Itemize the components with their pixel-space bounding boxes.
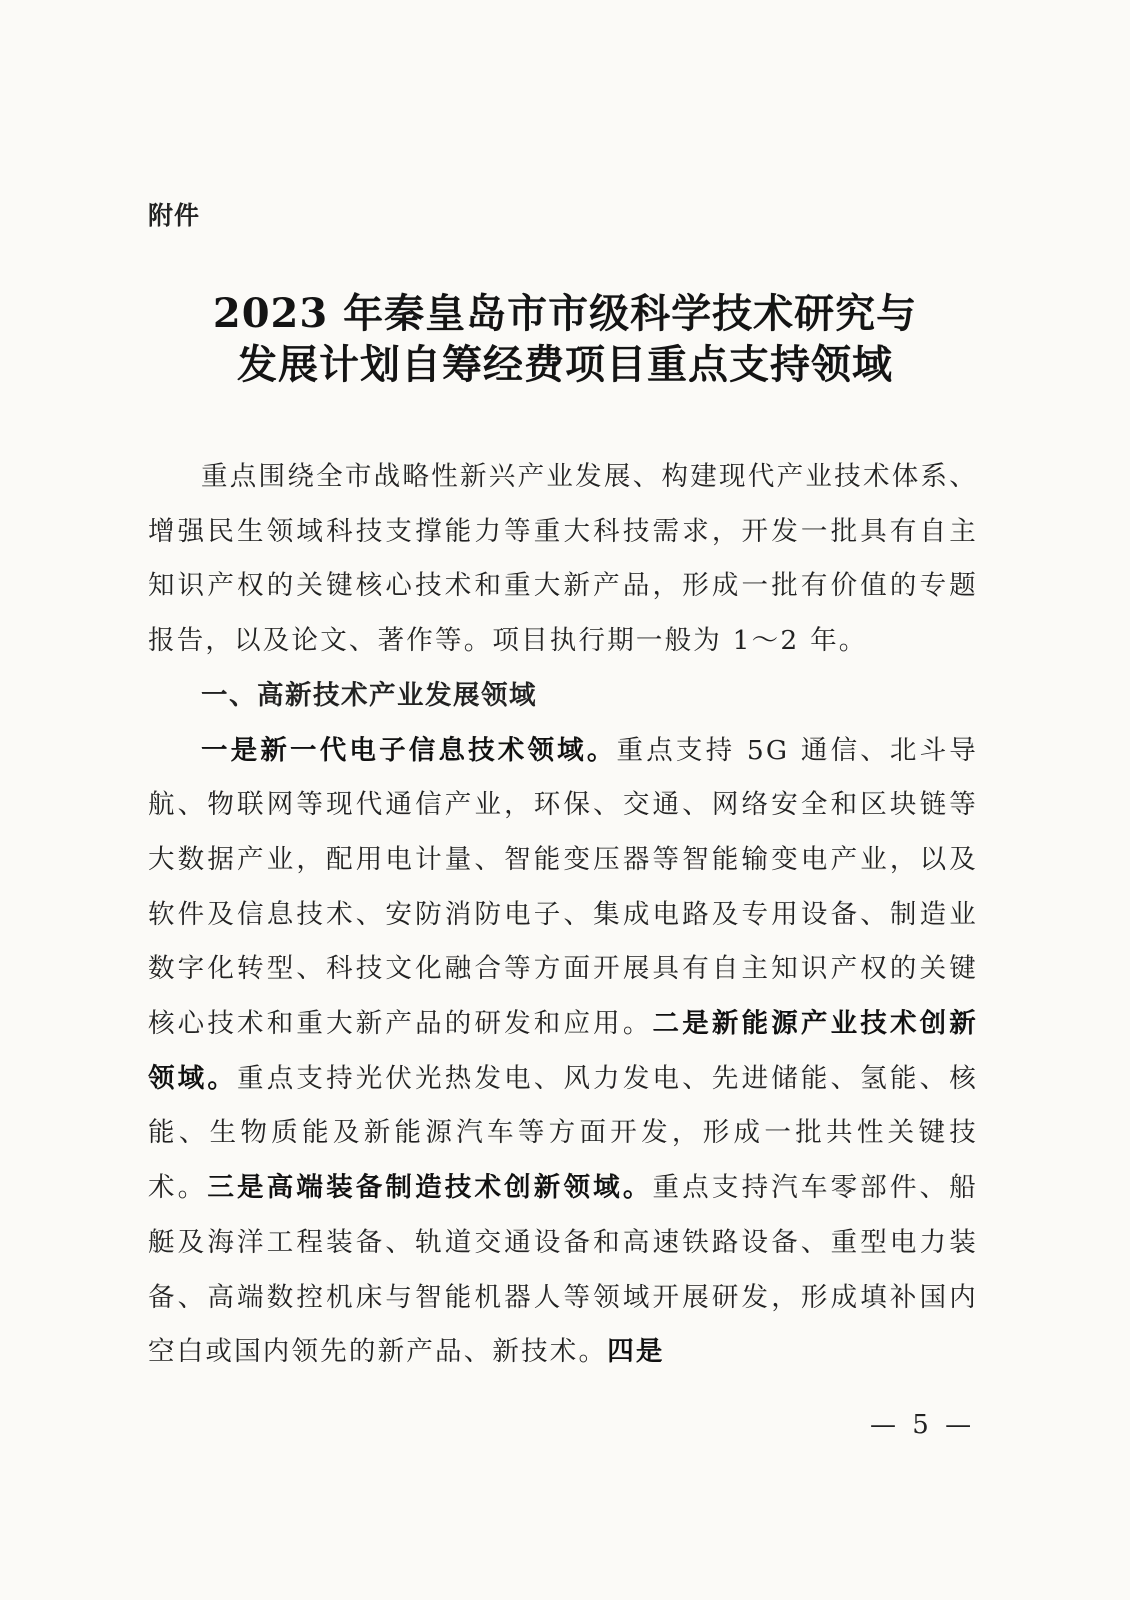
section-heading: 一、高新技术产业发展领域 [201, 679, 537, 711]
item-3-lead: 三是高端装备制造技术创新领域。 [207, 1172, 653, 1204]
item-4-lead: 四是 [607, 1336, 665, 1368]
attachment-label: 附件 [148, 201, 201, 230]
item-2-lead: 二是新能源产业技术创新领域。 [148, 1008, 979, 1094]
document-title-line-1: 2023 年秦皇岛市市级科学技术研究与 [212, 290, 918, 337]
document-body [148, 450, 978, 1380]
section-paragraph [148, 724, 978, 1380]
item-3-text: 重点支持汽车零部件、船艇及海洋工程装备、轨道交通设备和高速铁路设备、重型电力装备、高端数控机床与智能机器人等领域开展研发，形成填补国内空白或国内领先的新产品、新技术。 [148, 1172, 979, 1368]
intro-paragraph: 重点围绕全市战略性新兴产业发展、构建现代产业技术体系、增强民生领域科技支撑能力等重大科技需求，开发一批具有自主知识产权的关键核心技术和重大新产品，形成一批有价值的专题报告，以及论文、著作等。项目执行期一般为 1～2 年。 [148, 461, 978, 657]
page-number: — 5 — [870, 1410, 976, 1440]
item-2-text: 重点支持光伏光热发电、风力发电、先进储能、氢能、核能、生物质能及新能源汽车等方面开发，形成一批共性关键技术。 [148, 1062, 979, 1204]
item-1-text: 重点支持 5G 通信、北斗导航、物联网等现代通信产业，环保、交通、网络安全和区块链等大数据产业，配用电计量、智能变压器等智能输变电产业，以及软件及信息技术、安防消防电子、集成电路及专用设备、制造业数字化转型、科技文化融合等方面开展具有自主知识产权的关键核心技术和重大新产品的研发和应用。 [148, 734, 978, 1040]
item-1-lead: 一是新一代电子信息技术领域。 [201, 734, 617, 766]
document-title-line-2: 发展计划自筹经费项目重点支持领域 [237, 341, 893, 388]
